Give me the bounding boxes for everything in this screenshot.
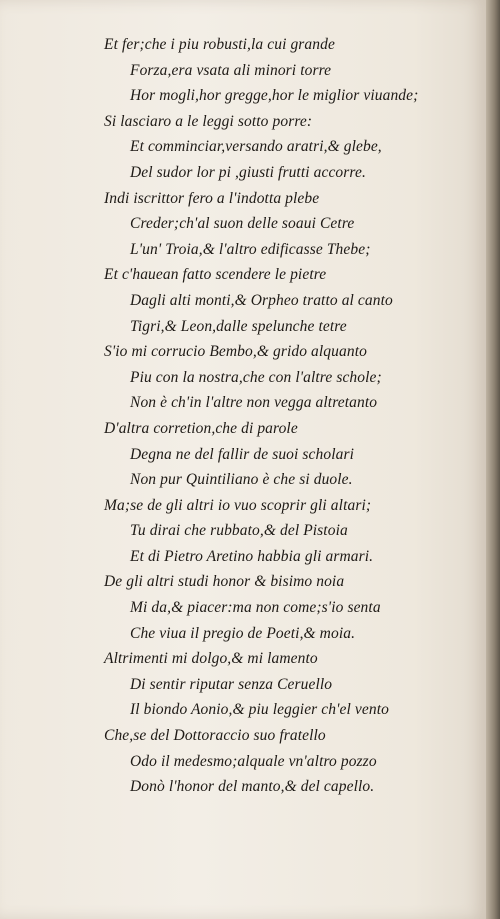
verse-line: Tu dirai che rubbato,& del Pistoia: [130, 522, 348, 540]
verse-line: Non è ch'in l'altre non vegga altretanto: [130, 394, 378, 412]
verse-line: Odo il medesmo;alquale vn'altro pozzo: [130, 752, 377, 770]
poem-text: [104, 32, 484, 800]
verse-line: Del sudor lor pi ,giusti frutti accorre.: [130, 163, 366, 181]
verse-line: Et fer;che i piu robusti,la cui grande: [104, 36, 335, 53]
verse-line: Degna ne del fallir de suoi scholari: [130, 445, 355, 463]
verse-line: De gli altri studi honor & bisimo noia: [104, 573, 345, 591]
verse-line: Et comminciar,versando aratri,& glebe,: [130, 138, 382, 156]
verse-line: L'un' Troia,& l'altro edificasse Thebe;: [130, 240, 371, 258]
verse-line: Creder;ch'al suon delle soaui Cetre: [130, 215, 355, 233]
verse-line: Che viua il pregio de Poeti,& moia.: [130, 624, 356, 642]
verse-line: Hor mogli,hor gregge,hor le miglior viuande;: [130, 87, 419, 105]
verse-line: Di sentir riputar senza Ceruello: [130, 675, 333, 693]
verse-line: Non pur Quintiliano è che si duole.: [130, 471, 353, 489]
verse-line: Ma;se de gli altri io vuo scoprir gli altari;: [104, 496, 372, 514]
verse-line: Indi iscrittor fero a l'indotta plebe: [104, 189, 320, 207]
verse-line: Tigri,& Leon,dalle spelunche tetre: [130, 317, 347, 335]
verse-line: Il biondo Aonio,& piu leggier ch'el vento: [130, 701, 389, 719]
verse-line: Forza,era vsata ali minori torre: [130, 61, 332, 79]
verse-line: Mi da,& piacer:ma non come;s'io senta: [130, 599, 381, 617]
verse-line: Altrimenti mi dolgo,& mi lamento: [104, 650, 318, 668]
verse-line: D'altra corretion,che di parole: [104, 419, 298, 437]
verse-line: Donò l'honor del manto,& del capello.: [130, 778, 375, 796]
verse-line: Che,se del Dottoraccio suo fratello: [104, 727, 326, 745]
verse-line: Si lasciaro a le leggi sotto porre:: [104, 112, 313, 130]
verse-line: S'io mi corrucio Bembo,& grido alquanto: [104, 343, 367, 361]
verse-line: Dagli alti monti,& Orpheo tratto al canto: [130, 291, 393, 309]
verse-line: Et c'hauean fatto scendere le pietre: [104, 266, 327, 284]
page-edge: [486, 0, 500, 919]
verse-line: Et di Pietro Aretino habbia gli armari.: [130, 547, 374, 565]
verse-line: Piu con la nostra,che con l'altre schole;: [130, 368, 382, 386]
